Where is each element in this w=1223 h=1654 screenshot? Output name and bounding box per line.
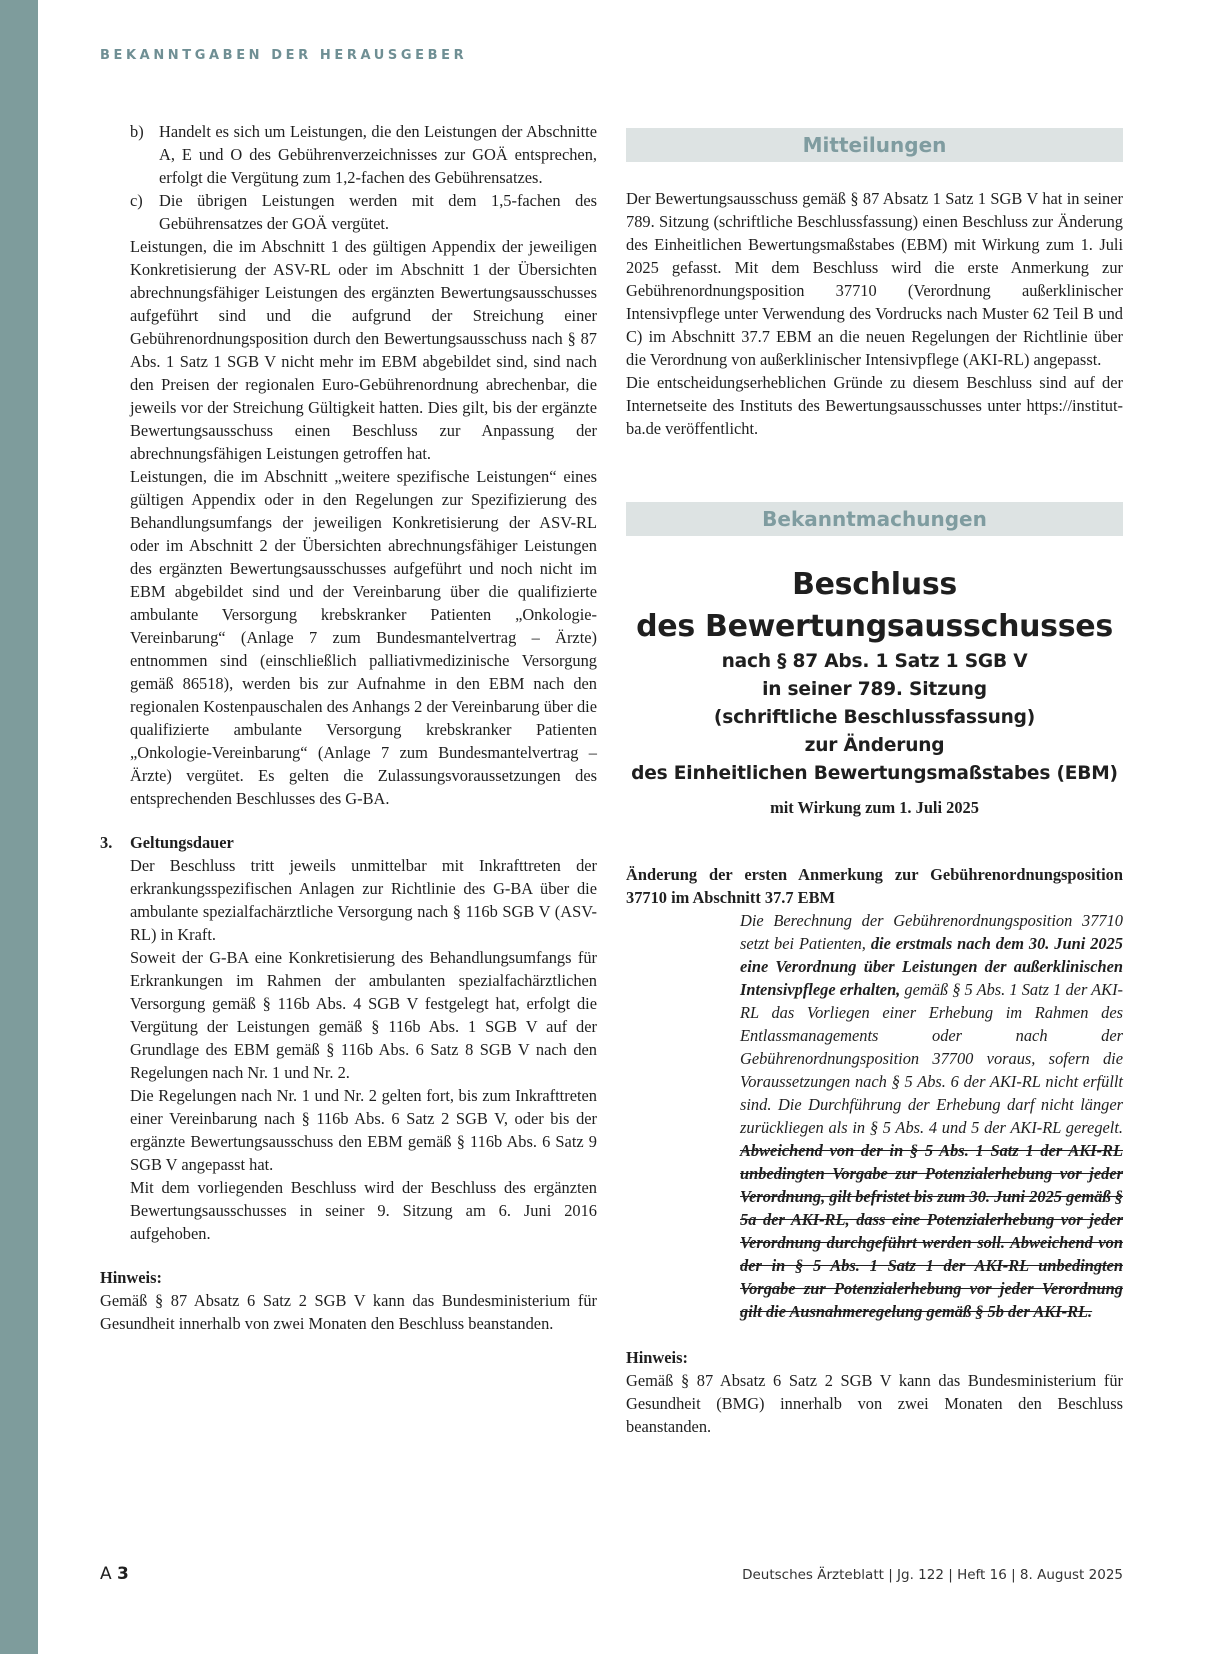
paragraph-leistungen-abschnitt-1: Leistungen, die im Abschnitt 1 des gültigen Appendix der jeweiligen Konkretisierung der ASV-RL oder im Abschnitt 1 der Übersichten abrechnungsfähiger Leistungen des ergänzten Bewertungsausschusses aufgeführt sind und die aufgrund der Streichung einer Gebührenordnungsposition durch den Bewertungsausschuss nach § 87 Abs. 1 Satz 1 SGB V nicht mehr im EBM abgebildet sind, sind nach den Preisen der regionalen Euro-Gebührenordnung abrechenbar, die jeweils vor der Streichung Gültigkeit hatten. Dies gilt, bis der ergänzte Bewertungsausschuss einen Beschluss zur Anpassung der abrechnungsfähigen Leistungen getroffen hat. xyxy=(130,237,597,463)
section-3-heading xyxy=(100,831,597,854)
hinweis-text-right: Gemäß § 87 Absatz 6 Satz 2 SGB V kann das Bundesministerium für Gesundheit (BMG) innerhalb von zwei Monaten den Beschluss beanstanden. xyxy=(626,1371,1123,1436)
section-3-paragraph: Der Beschluss tritt jeweils unmittelbar mit Inkrafttreten der erkrankungsspezifischen Anlagen zur Richtlinie des G-BA über die ambulante spezialfachärztliche Versorgung nach § 116b SGB V (ASV-RL) in Kraft. xyxy=(130,856,597,944)
side-color-bar xyxy=(0,0,38,1654)
aenderung-heading: Änderung der ersten Anmerkung zur Gebührenordnungsposition 37710 im Abschnitt 37.7 EBM xyxy=(626,865,1123,907)
beschluss-subtitle-line: in seiner 789. Sitzung xyxy=(762,679,987,700)
journal-citation: Deutsches Ärzteblatt | Jg. 122 | Heft 16 | 8. August 2025 xyxy=(742,1567,1123,1583)
running-head: BEKANNTGABEN DER HERAUSGEBER xyxy=(100,48,468,63)
mitteilungen-heading: Mitteilungen xyxy=(626,128,1123,162)
hinweis-heading-left: Hinweis: xyxy=(100,1268,162,1287)
section-3-paragraph: Die Regelungen nach Nr. 1 und Nr. 2 gelten fort, bis zum Inkrafttreten einer Vereinbarung nach § 116b Abs. 6 Satz 2 SGB V, oder bis der ergänzte Bewertungsausschuss den EBM gemäß § 116b Abs. 6 Satz 9 SGB V angepasst hat. xyxy=(130,1086,597,1174)
beschluss-effective-date: mit Wirkung zum 1. Juli 2025 xyxy=(770,798,979,817)
section-3-title: Geltungsdauer xyxy=(130,833,234,852)
page-number xyxy=(100,1564,129,1584)
list-text-c: Die übrigen Leistungen werden mit dem 1,5-fachen des Gebührensatzes der GOÄ vergütet. xyxy=(159,191,597,233)
list-marker-b: b) xyxy=(130,122,144,141)
anmerkung-text-part-2: gemäß § 5 Abs. 1 Satz 1 der AKI-RL das Vorliegen einer Erhebung im Rahmen des Entlassmanagements oder nach der Gebührenordnungsposition 37700 voraus, sofern die Voraussetzungen nach § 5 Abs. 6 der AKI-RL nicht erfüllt sind. Die Durchführung der Erhebung darf nicht länger zurückliegen als in § 5 Abs. 4 und 5 der AKI-RL geregelt. xyxy=(740,980,1124,1137)
beschluss-title-block xyxy=(626,564,1123,819)
paragraph-leistungen-weitere: Leistungen, die im Abschnitt „weitere spezifische Leistungen“ eines gültigen Appendix oder in den Regelungen zur Spezifizierung des Behandlungsumfangs der jeweiligen Konkretisierung der ASV-RL oder im Abschnitt 2 der Übersichten abrechnungsfähiger Leistungen des ergänzten Bewertungsausschusses aufgeführt und noch nicht im EBM abgebildet sind und der Vereinbarung über die qualifizierte ambulante Versorgung krebskranker Patienten „Onkologie-Vereinbarung“ (Anlage 7 zum Bundesmantelvertrag – Ärzte) entnommen sind (einschließlich palliativmedizinische Versorgung gemäß 86518), werden bis zur Aufnahme in den EBM nach den regionalen Kostenpauschalen des Anhangs 2 der Vereinbarung über die qualifizierte ambulante Versorgung krebskranker Patienten „Onkologie-Vereinbarung“ (Anlage 7 zum Bundesmantelvertrag – Ärzte) vergütet. Es gelten die Zulassungsvoraussetzungen des entsprechenden Beschlusses des G-BA. xyxy=(130,467,597,808)
beschluss-title-line-2: des Bewertungsausschusses xyxy=(636,609,1113,644)
anmerkung-inserted-text: die erstmals nach dem 30. Juni 2025 eine Verordnung über Leistungen der außerklinischen Intensivpflege erhalten, xyxy=(740,934,1123,999)
right-column xyxy=(626,128,1123,1438)
beschluss-subtitle-line: des Einheitlichen Bewertungsmaßstabes (EBM) xyxy=(631,763,1118,784)
bekanntmachungen-heading: Bekanntmachungen xyxy=(626,502,1123,536)
anmerkung-text xyxy=(626,909,1123,1323)
beschluss-subtitle-line: (schriftliche Beschlussfassung) xyxy=(713,707,1036,728)
mitteilungen-paragraph-1: Der Bewertungsausschuss gemäß § 87 Absatz 1 Satz 1 SGB V hat in seiner 789. Sitzung (schriftliche Beschlussfassung) einen Beschluss zur Änderung des Einheitlichen Bewertungsmaßstabes (EBM) mit Wirkung zum 1. Juli 2025 gefasst. Mit dem Beschluss wird die erste Anmerkung zur Gebührenordnungsposition 37710 (Verordnung außerklinischer Intensivpflege unter Verwendung des Vordrucks nach Muster 62 Teil B und C) im Abschnitt 37.7 EBM an die neuen Regelungen der Richtlinie über die Verordnung von außerklinischer Intensivpflege (AKI-RL) angepasst. xyxy=(626,189,1123,369)
list-item-b xyxy=(100,120,597,189)
list-marker-c: c) xyxy=(130,191,143,210)
list-item-c xyxy=(100,189,597,235)
beschluss-subtitle-line: nach § 87 Abs. 1 Satz 1 SGB V xyxy=(721,651,1028,672)
anmerkung-deleted-text: Abweichend von der in § 5 Abs. 1 Satz 1 der AKI-RL unbedingten Vorgabe zur Potenzialerhebung vor jeder Verordnung, gilt befristet bis zum 30. Juni 2025 gemäß § 5a der AKI-RL, dass eine Potenzialerhebung vor jeder Verordnung durchgeführt werden soll. Abweichend von der in § 5 Abs. 1 Satz 1 der AKI-RL unbedingten Vorgabe zur Potenzialerhebung vor jeder Verordnung gilt die Ausnahmeregelung gemäß § 5b der AKI-RL. xyxy=(740,1141,1123,1321)
anmerkung-text-part-1: Die Berechnung der Gebührenordnungsposition 37710 setzt bei Patienten, xyxy=(740,911,1123,953)
mitteilungen-paragraph-2: Die entscheidungserheblichen Gründe zu diesem Beschluss sind auf der Internetseite des Instituts des Bewertungsausschusses unter https://institut-ba.de veröffentlicht. xyxy=(626,373,1123,438)
section-3-paragraph: Mit dem vorliegenden Beschluss wird der Beschluss des ergänzten Bewertungsausschusses in seiner 9. Sitzung am 6. Juni 2016 aufgehoben. xyxy=(130,1178,597,1243)
hinweis-heading-right: Hinweis: xyxy=(626,1348,688,1367)
page-number-prefix: A xyxy=(100,1564,112,1584)
page-number-value: 3 xyxy=(117,1564,129,1584)
section-3-number: 3. xyxy=(100,833,113,852)
beschluss-subtitle-line: zur Änderung xyxy=(804,735,945,756)
beschluss-title-line-1: Beschluss xyxy=(792,567,957,602)
left-column xyxy=(100,120,597,1335)
section-3-paragraph: Soweit der G-BA eine Konkretisierung des Behandlungsumfangs für Erkrankungen im Rahmen der ambulanten spezialfachärztlichen Versorgung gemäß § 116b Abs. 4 SGB V festgelegt hat, erfolgt die Vergütung der Leistungen gemäß § 116b Abs. 1 SGB V auf der Grundlage des EBM gemäß § 116b Abs. 6 Satz 8 SGB V nach den Regelungen nach Nr. 1 und Nr. 2. xyxy=(130,948,597,1082)
list-text-b: Handelt es sich um Leistungen, die den Leistungen der Abschnitte A, E und O des Gebührenverzeichnisses zur GOÄ entsprechen, erfolgt die Vergütung zum 1,2-fachen des Gebührensatzes. xyxy=(159,122,597,187)
hinweis-text-left: Gemäß § 87 Absatz 6 Satz 2 SGB V kann das Bundesministerium für Gesundheit innerhalb von zwei Monaten den Beschluss beanstanden. xyxy=(100,1291,597,1333)
